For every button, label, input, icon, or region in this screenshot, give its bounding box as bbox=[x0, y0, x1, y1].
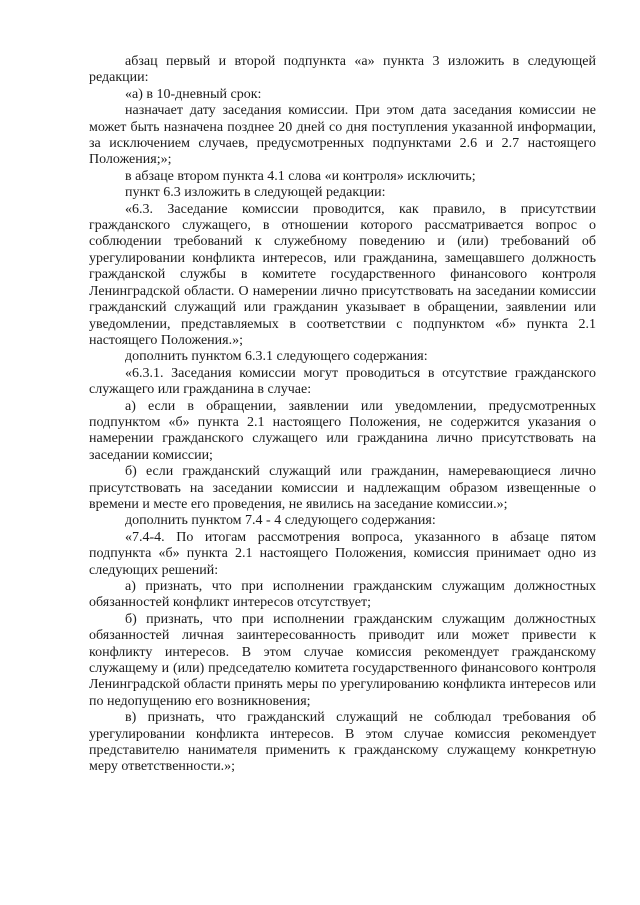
paragraph-point-7-4-4-intro: дополнить пунктом 7.4 - 4 следующего содержания: bbox=[125, 513, 436, 529]
paragraph-point-6-3: «6.3. Заседание комиссии проводится, как правило, в присутствии гражданского служащего, в отношении которого рассматривается вопрос о соблюдении требований к служебному поведению и (или) требований об урегулировании конфликта интересов, или гражданина, замещавшего должность гражданской службы в комитете государственного финансового контроля Ленинградской области. О намерении лично присутствовать на заседании комиссии гражданский служащий или гражданин указывает в обращении, заявлении или уведомлении, представляемых в соответствии с подпунктом «б» пункта 2.1 настоящего Положения.»; bbox=[89, 201, 596, 348]
paragraph-point-6-3-intro: пункт 6.3 изложить в следующей редакции: bbox=[125, 185, 386, 201]
paragraph-decision-c: в) признать, что гражданский служащий не соблюдал требования об урегулировании конфликта интересов. В этом случае комиссия рекомендует представителю нанимателя применить к гражданскому служащему конкретную меру ответственности.»; bbox=[89, 710, 596, 775]
paragraph-case-a: а) если в обращении, заявлении или уведомлении, предусмотренных подпунктом «б» пункта 2.1 настоящего Положения, не содержится указания о намерении гражданского служащего или гражданина лично присутствовать на заседании комиссии; bbox=[89, 398, 596, 463]
paragraph-meeting-date: назначает дату заседания комиссии. При этом дата заседания комиссии не может быть назначена позднее 20 дней со дня поступления указанной информации, за исключением случаев, предусмотренных подпунктами 2.6 и 2.7 настоящего Положения;»; bbox=[89, 103, 596, 168]
paragraph-decision-b: б) признать, что при исполнении гражданским служащим должностных обязанностей личная заинтересованность приводит или может привести к конфликту интересов. В этом случае комиссия рекомендует гражданскому служащему и (или) председателю комитета государственного финансового контроля Ленинградской области принять меры по урегулированию конфликта интересов или по недопущению его возникновения; bbox=[89, 611, 596, 709]
paragraph-point-6-3-1: «6.3.1. Заседания комиссии могут проводиться в отсутствие гражданского служащего или гражданина в случае: bbox=[89, 365, 596, 398]
paragraph-point-6-3-1-intro: дополнить пунктом 6.3.1 следующего содержания: bbox=[125, 349, 428, 365]
paragraph-point-4-1: в абзаце втором пункта 4.1 слова «и контроля» исключить; bbox=[125, 168, 476, 184]
paragraph-point-7-4-4: «7.4-4. По итогам рассмотрения вопроса, указанного в абзаце пятом подпункта «б» пункта 2.1 настоящего Положения, комиссия принимает одно из следующих решений: bbox=[89, 529, 596, 578]
paragraph-decision-a: а) признать, что при исполнении гражданским служащим должностных обязанностей конфликт интересов отсутствует; bbox=[89, 579, 596, 611]
paragraph-case-b: б) если гражданский служащий или гражданин, намеревающиеся лично присутствовать на заседании комиссии и надлежащим образом извещенные о времени и месте его проведения, не явились на заседание комиссии.»; bbox=[89, 464, 596, 512]
paragraph-amendment-intro: абзац первый и второй подпункта «а» пункта 3 изложить в следующей редакции: bbox=[89, 54, 596, 86]
paragraph-subpoint-a: «а) в 10-дневный срок: bbox=[125, 86, 262, 102]
